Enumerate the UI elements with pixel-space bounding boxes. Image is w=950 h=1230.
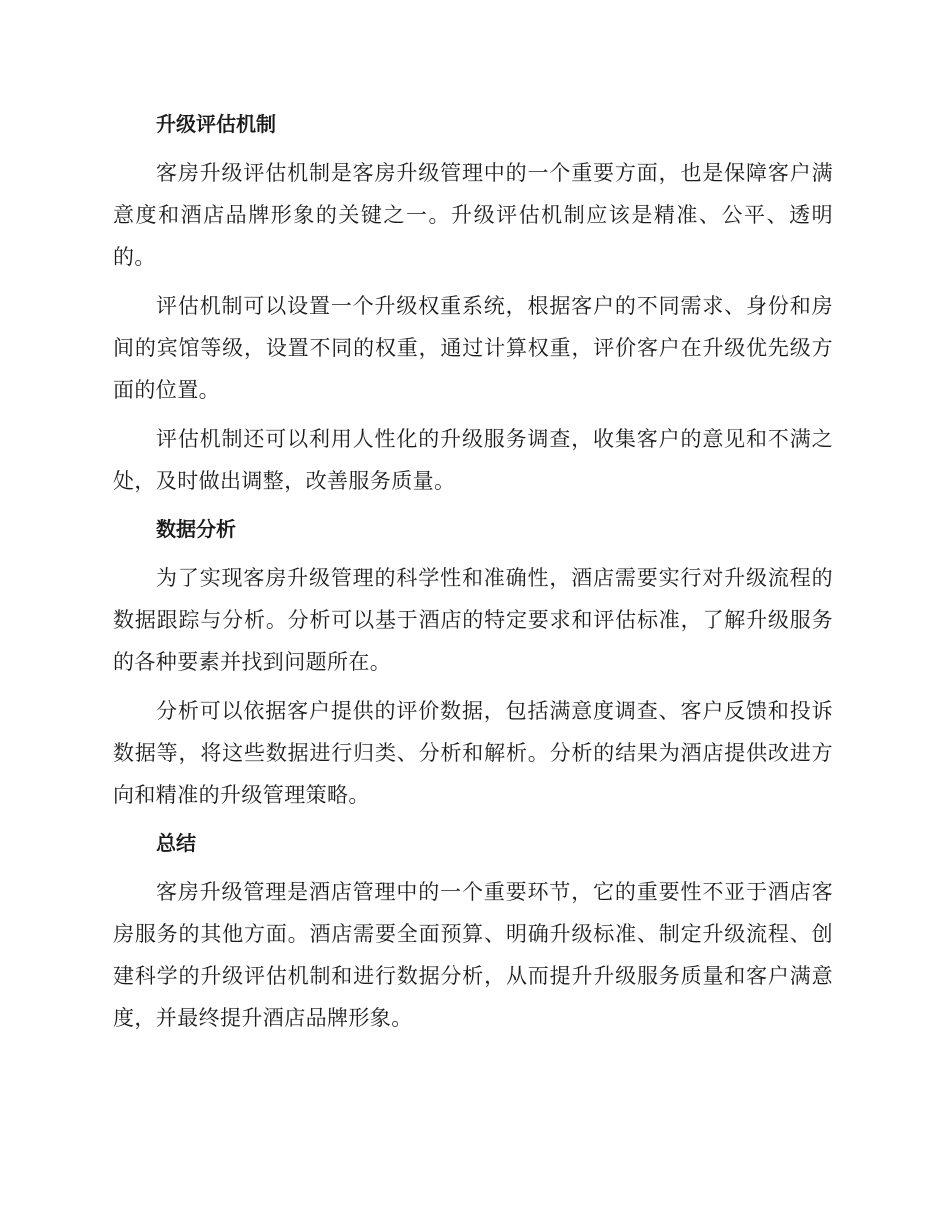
paragraph: 评估机制还可以利用人性化的升级服务调查，收集客户的意见和不满之处，及时做出调整，改善服务质量。	[113, 427, 833, 493]
paragraph: 分析可以依据客户提供的评价数据，包括满意度调查、客户反馈和投诉数据等，将这些数据进行归类、分析和解析。分析的结果为酒店提供改进方向和精准的升级管理策略。	[113, 699, 833, 807]
section-heading: 升级评估机制	[156, 112, 276, 136]
section-heading: 数据分析	[156, 517, 236, 541]
section-summary	[113, 823, 833, 1039]
section-data-analysis	[113, 509, 833, 816]
section-upgrade-evaluation	[113, 104, 833, 502]
paragraph: 客房升级评估机制是客房升级管理中的一个重要方面，也是保障客户满意度和酒店品牌形象的关键之一。升级评估机制应该是精准、公平、透明的。	[113, 161, 833, 269]
section-heading: 总结	[156, 831, 196, 855]
paragraph: 评估机制可以设置一个升级权重系统，根据客户的不同需求、身份和房间的宾馆等级，设置不同的权重，通过计算权重，评价客户在升级优先级方面的位置。	[113, 294, 833, 402]
paragraph: 客房升级管理是酒店管理中的一个重要环节，它的重要性不亚于酒店客房服务的其他方面。酒店需要全面预算、明确升级标准、制定升级流程、创建科学的升级评估机制和进行数据分析，从而提升升级服务质量和客户满意度，并最终提升酒店品牌形象。	[113, 880, 833, 1030]
document-page	[113, 104, 833, 1046]
paragraph: 为了实现客房升级管理的科学性和准确性，酒店需要实行对升级流程的数据跟踪与分析。分析可以基于酒店的特定要求和评估标准，了解升级服务的各种要素并找到问题所在。	[113, 566, 833, 674]
